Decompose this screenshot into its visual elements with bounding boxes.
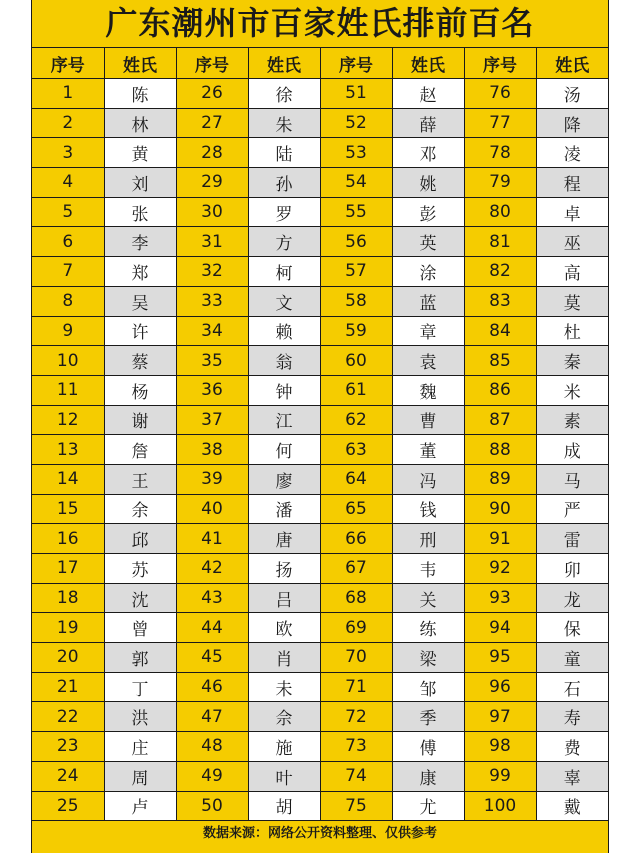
table-row [32,672,608,702]
rank-cell: 20 [32,643,104,673]
surname-cell: 凌 [536,138,608,168]
table-row [32,316,608,346]
rank-cell: 53 [320,138,392,168]
surname-cell: 董 [392,435,464,465]
surname-cell: 肖 [248,643,320,673]
header-surname-4: 姓氏 [536,48,608,79]
surname-cell: 高 [536,257,608,287]
surname-cell: 韦 [392,554,464,584]
surname-cell: 保 [536,613,608,643]
rank-cell: 30 [176,197,248,227]
rank-cell: 99 [464,761,536,791]
surname-cell: 朱 [248,108,320,138]
table-row [32,761,608,791]
surname-cell: 蔡 [104,346,176,376]
rank-cell: 44 [176,613,248,643]
table-row [32,346,608,376]
rank-cell: 10 [32,346,104,376]
rank-cell: 96 [464,672,536,702]
surname-cell: 梁 [392,643,464,673]
surname-cell: 余 [104,494,176,524]
surname-cell: 许 [104,316,176,346]
rank-cell: 75 [320,791,392,821]
rank-cell: 71 [320,672,392,702]
surname-cell: 曾 [104,613,176,643]
surname-cell: 施 [248,732,320,762]
surname-cell: 魏 [392,375,464,405]
rank-cell: 19 [32,613,104,643]
rank-cell: 90 [464,494,536,524]
rank-cell: 24 [32,761,104,791]
surname-cell: 米 [536,375,608,405]
surname-cell: 徐 [248,79,320,109]
rank-cell: 25 [32,791,104,821]
surname-cell: 杨 [104,375,176,405]
rank-cell: 70 [320,643,392,673]
rank-cell: 92 [464,554,536,584]
rank-cell: 55 [320,197,392,227]
surname-cell: 翁 [248,346,320,376]
surname-cell: 莫 [536,286,608,316]
surname-cell: 卓 [536,197,608,227]
rank-cell: 16 [32,524,104,554]
surname-cell: 杜 [536,316,608,346]
rank-cell: 12 [32,405,104,435]
surname-cell: 黄 [104,138,176,168]
header-surname-1: 姓氏 [104,48,176,79]
surname-cell: 章 [392,316,464,346]
surname-cell: 赖 [248,316,320,346]
surname-cell: 费 [536,732,608,762]
surname-cell: 严 [536,494,608,524]
surname-cell: 涂 [392,257,464,287]
surname-cell: 康 [392,761,464,791]
table-row [32,286,608,316]
rank-cell: 64 [320,464,392,494]
rank-cell: 62 [320,405,392,435]
surname-cell: 吕 [248,583,320,613]
table-row [32,464,608,494]
surname-cell: 潘 [248,494,320,524]
surname-cell: 邱 [104,524,176,554]
rank-cell: 31 [176,227,248,257]
surname-cell: 孙 [248,168,320,198]
table-row [32,405,608,435]
surname-cell: 叶 [248,761,320,791]
surname-cell: 寿 [536,702,608,732]
surname-cell: 苏 [104,554,176,584]
table-row [32,375,608,405]
surname-sheet [31,0,609,853]
rank-cell: 39 [176,464,248,494]
rank-cell: 88 [464,435,536,465]
surname-cell: 傅 [392,732,464,762]
rank-cell: 61 [320,375,392,405]
surname-cell: 陈 [104,79,176,109]
surname-cell: 江 [248,405,320,435]
table-row [32,643,608,673]
surname-cell: 柯 [248,257,320,287]
rank-cell: 3 [32,138,104,168]
table-row [32,702,608,732]
surname-cell: 丁 [104,672,176,702]
surname-cell: 巫 [536,227,608,257]
rank-cell: 46 [176,672,248,702]
table-row [32,732,608,762]
surname-cell: 洪 [104,702,176,732]
surname-cell: 季 [392,702,464,732]
surname-cell: 练 [392,613,464,643]
rank-cell: 65 [320,494,392,524]
surname-cell: 尤 [392,791,464,821]
surname-cell: 周 [104,761,176,791]
surname-cell: 欧 [248,613,320,643]
rank-cell: 57 [320,257,392,287]
rank-cell: 82 [464,257,536,287]
surname-cell: 郭 [104,643,176,673]
rank-cell: 79 [464,168,536,198]
surname-cell: 文 [248,286,320,316]
header-rank-1: 序号 [32,48,104,79]
table-row [32,257,608,287]
table-row [32,613,608,643]
rank-cell: 36 [176,375,248,405]
data-source-note: 数据来源：网络公开资料整理、仅供参考 [202,826,437,842]
rank-cell: 14 [32,464,104,494]
surname-cell: 汤 [536,79,608,109]
surname-cell: 郑 [104,257,176,287]
rank-cell: 40 [176,494,248,524]
surname-cell: 卢 [104,791,176,821]
surname-cell: 钟 [248,375,320,405]
surname-cell: 陆 [248,138,320,168]
rank-cell: 67 [320,554,392,584]
rank-cell: 8 [32,286,104,316]
table-row [32,583,608,613]
surname-cell: 沈 [104,583,176,613]
rank-cell: 84 [464,316,536,346]
rank-cell: 33 [176,286,248,316]
surname-cell: 罗 [248,197,320,227]
surname-cell: 成 [536,435,608,465]
surname-cell: 林 [104,108,176,138]
surname-cell: 袁 [392,346,464,376]
rank-cell: 56 [320,227,392,257]
rank-cell: 63 [320,435,392,465]
rank-cell: 9 [32,316,104,346]
rank-cell: 87 [464,405,536,435]
rank-cell: 15 [32,494,104,524]
surname-cell: 程 [536,168,608,198]
rank-cell: 5 [32,197,104,227]
rank-cell: 78 [464,138,536,168]
surname-cell: 曹 [392,405,464,435]
surname-cell: 张 [104,197,176,227]
surname-cell: 彭 [392,197,464,227]
header-rank-3: 序号 [320,48,392,79]
rank-cell: 11 [32,375,104,405]
surname-cell: 雷 [536,524,608,554]
rank-cell: 85 [464,346,536,376]
rank-cell: 98 [464,732,536,762]
surname-cell: 英 [392,227,464,257]
surname-cell: 王 [104,464,176,494]
surname-cell: 关 [392,583,464,613]
surname-cell: 邓 [392,138,464,168]
surname-cell: 未 [248,672,320,702]
surname-cell: 薛 [392,108,464,138]
surname-cell: 钱 [392,494,464,524]
table-row [32,227,608,257]
rank-cell: 32 [176,257,248,287]
surname-cell: 方 [248,227,320,257]
table-row [32,108,608,138]
rank-cell: 66 [320,524,392,554]
rank-cell: 18 [32,583,104,613]
surname-cell: 何 [248,435,320,465]
surname-cell: 胡 [248,791,320,821]
rank-cell: 1 [32,79,104,109]
rank-cell: 13 [32,435,104,465]
rank-cell: 48 [176,732,248,762]
rank-cell: 50 [176,791,248,821]
rank-cell: 52 [320,108,392,138]
surname-cell: 詹 [104,435,176,465]
rank-cell: 77 [464,108,536,138]
surname-cell: 马 [536,464,608,494]
rank-cell: 69 [320,613,392,643]
rank-cell: 54 [320,168,392,198]
surname-cell: 庄 [104,732,176,762]
table-row [32,554,608,584]
surname-cell: 唐 [248,524,320,554]
table-row [32,791,608,821]
rank-cell: 59 [320,316,392,346]
table-row [32,435,608,465]
rank-cell: 27 [176,108,248,138]
surname-cell: 秦 [536,346,608,376]
rank-cell: 28 [176,138,248,168]
surname-cell: 戴 [536,791,608,821]
rank-cell: 26 [176,79,248,109]
rank-cell: 72 [320,702,392,732]
rank-cell: 17 [32,554,104,584]
rank-cell: 76 [464,79,536,109]
surname-cell: 蓝 [392,286,464,316]
table-row [32,168,608,198]
rank-cell: 91 [464,524,536,554]
rank-cell: 34 [176,316,248,346]
header-surname-3: 姓氏 [392,48,464,79]
surname-cell: 刑 [392,524,464,554]
rank-cell: 21 [32,672,104,702]
table-row [32,138,608,168]
rank-cell: 38 [176,435,248,465]
table-row [32,494,608,524]
rank-cell: 58 [320,286,392,316]
surname-cell: 廖 [248,464,320,494]
surname-cell: 龙 [536,583,608,613]
table-header-row [32,48,608,79]
surname-cell: 姚 [392,168,464,198]
surname-cell: 素 [536,405,608,435]
rank-cell: 73 [320,732,392,762]
rank-cell: 43 [176,583,248,613]
rank-cell: 37 [176,405,248,435]
rank-cell: 86 [464,375,536,405]
rank-cell: 68 [320,583,392,613]
surname-cell: 赵 [392,79,464,109]
rank-cell: 35 [176,346,248,376]
surname-cell: 刘 [104,168,176,198]
rank-cell: 47 [176,702,248,732]
rank-cell: 83 [464,286,536,316]
rank-cell: 97 [464,702,536,732]
rank-cell: 93 [464,583,536,613]
surname-cell: 扬 [248,554,320,584]
surname-cell: 吴 [104,286,176,316]
rank-cell: 49 [176,761,248,791]
table-body [32,79,608,821]
rank-cell: 22 [32,702,104,732]
rank-cell: 4 [32,168,104,198]
rank-cell: 81 [464,227,536,257]
surname-cell: 卯 [536,554,608,584]
rank-cell: 7 [32,257,104,287]
rank-cell: 42 [176,554,248,584]
table-row [32,79,608,109]
header-rank-4: 序号 [464,48,536,79]
rank-cell: 41 [176,524,248,554]
rank-cell: 74 [320,761,392,791]
rank-cell: 2 [32,108,104,138]
page-title: 广东潮州市百家姓氏排前百名 [32,0,608,48]
surname-cell: 童 [536,643,608,673]
surname-cell: 李 [104,227,176,257]
surname-cell: 谢 [104,405,176,435]
rank-cell: 51 [320,79,392,109]
surname-cell: 佘 [248,702,320,732]
surname-cell: 石 [536,672,608,702]
header-surname-2: 姓氏 [248,48,320,79]
rank-cell: 29 [176,168,248,198]
table-row [32,524,608,554]
rank-cell: 100 [464,791,536,821]
rank-cell: 80 [464,197,536,227]
surname-table [32,48,608,821]
rank-cell: 95 [464,643,536,673]
surname-cell: 冯 [392,464,464,494]
rank-cell: 89 [464,464,536,494]
rank-cell: 45 [176,643,248,673]
table-row [32,197,608,227]
rank-cell: 60 [320,346,392,376]
rank-cell: 6 [32,227,104,257]
rank-cell: 23 [32,732,104,762]
rank-cell: 94 [464,613,536,643]
header-rank-2: 序号 [176,48,248,79]
surname-cell: 辜 [536,761,608,791]
surname-cell: 降 [536,108,608,138]
surname-cell: 邹 [392,672,464,702]
